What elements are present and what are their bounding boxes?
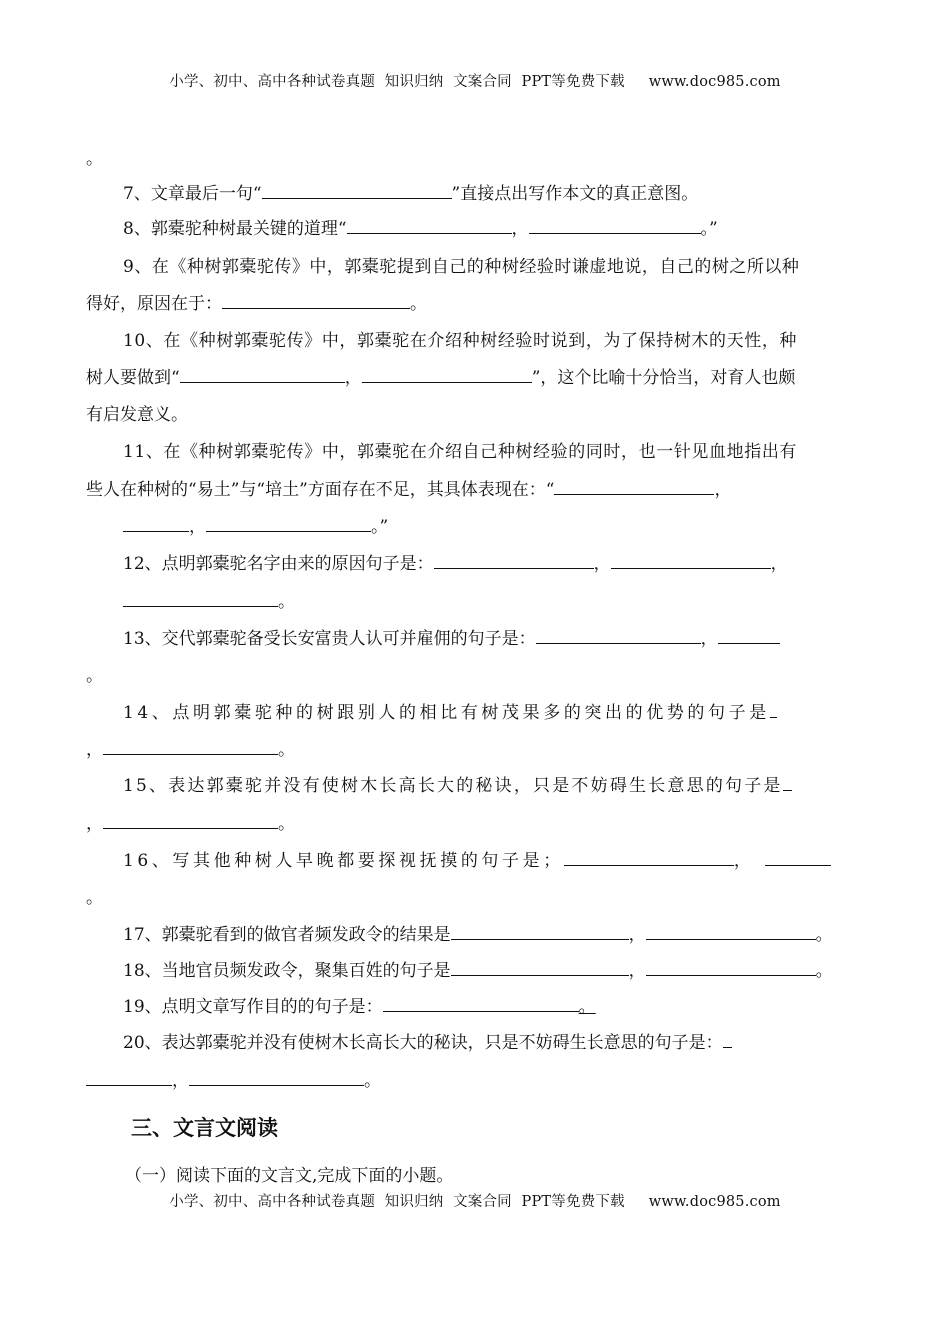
answer-blank[interactable] xyxy=(783,775,792,791)
question-15-line-1: 15、表达郭橐驼并没有使树木长高长大的秘诀，只是不妨碍生长意思的句子是 xyxy=(123,775,792,797)
question-10-line-1: 10、在《种树郭橐驼传》中，郭橐驼在介绍种树经验时说到，为了保持树木的天性，种 xyxy=(123,331,798,351)
answer-blank[interactable] xyxy=(222,293,410,309)
answer-blank[interactable] xyxy=(123,591,278,607)
answer-blank[interactable] xyxy=(451,960,629,976)
question-11-line-3: ， 。” xyxy=(123,516,388,538)
answer-blank[interactable] xyxy=(86,1070,172,1086)
answer-blank[interactable] xyxy=(103,739,278,755)
page-footer xyxy=(0,1190,950,1211)
answer-blank[interactable] xyxy=(180,367,345,383)
question-11-line-1: 11、在《种树郭橐驼传》中，郭橐驼在介绍自己种树经验的同时，也一针见血地指出有 xyxy=(123,442,798,462)
footer-text: 小学、初中、高中各种试卷真题 知识归纳 文案合同 PPT等免费下载 xyxy=(169,1194,625,1210)
question-14-line-2: ， 。 xyxy=(86,740,295,760)
question-13-line-2: 。 xyxy=(86,666,103,686)
answer-blank[interactable] xyxy=(347,218,512,234)
answer-blank[interactable] xyxy=(554,479,714,495)
answer-blank[interactable] xyxy=(434,553,594,569)
answer-blank[interactable] xyxy=(770,702,777,718)
question-20-line-1: 20、表达郭橐驼并没有使树木长高长大的秘诀，只是不妨碍生长意思的句子是： xyxy=(123,1032,732,1054)
footer-url: www.doc985.com xyxy=(648,1194,781,1210)
question-10-line-2: 树人要做到“ ， ”，这个比喻十分恰当，对育人也颇 xyxy=(86,368,796,388)
question-9-line-2: 得好，原因在于： 。 xyxy=(86,294,427,314)
answer-blank[interactable] xyxy=(646,924,816,940)
question-8: 8、郭橐驼种树最关键的道理“ ， 。” xyxy=(123,219,718,239)
question-7: 7、文章最后一句“ ”直接点出写作本文的真正意图。 xyxy=(123,184,699,204)
header-text: 小学、初中、高中各种试卷真题 知识归纳 文案合同 PPT等免费下载 xyxy=(169,74,625,90)
answer-blank[interactable] xyxy=(123,516,189,532)
answer-blank[interactable] xyxy=(383,996,579,1012)
answer-blank[interactable] xyxy=(765,850,831,866)
question-13-line-1: 13、交代郭橐驼备受长安富贵人认可并雇佣的句子是： ， xyxy=(123,628,780,650)
line-0: 。 xyxy=(86,149,103,169)
question-12-line-1: 12、点明郭橐驼名字由来的原因句子是： ， ， xyxy=(123,554,788,574)
answer-blank[interactable] xyxy=(611,553,771,569)
question-14-line-1: 14、点明郭橐驼种的树跟别人的相比有树茂果多的突出的优势的句子是 xyxy=(123,702,777,724)
question-11-line-2: 些人在种树的“易土”与“培土”方面存在不足，其具体表现在：“ ， xyxy=(86,480,732,500)
answer-blank[interactable] xyxy=(723,1032,732,1048)
question-20-line-2: ， 。 xyxy=(86,1070,381,1092)
question-17: 17、郭橐驼看到的做官者频发政令的结果是 ， 。 xyxy=(123,925,833,945)
question-10-line-3: 有启发意义。 xyxy=(86,405,188,425)
question-16-line-1: 16、写其他种树人早晚都要探视抚摸的句子是； ， xyxy=(123,850,831,872)
question-18: 18、当地官员频发政令，聚集百姓的句子是 ， 。 xyxy=(123,961,833,981)
answer-blank[interactable] xyxy=(564,850,734,866)
question-16-line-2: 。 xyxy=(86,888,103,908)
question-12-line-2: 。 xyxy=(123,591,295,613)
question-9-line-1: 9、在《种树郭橐驼传》中，郭橐驼提到自己的种树经验时谦虚地说，自己的树之所以种 xyxy=(123,257,800,277)
answer-blank[interactable] xyxy=(103,813,278,829)
answer-blank[interactable] xyxy=(529,218,701,234)
answer-blank[interactable] xyxy=(362,367,532,383)
answer-blank[interactable] xyxy=(646,960,816,976)
section-subtitle: （一）阅读下面的文言文,完成下面的小题。 xyxy=(125,1166,454,1186)
section-title: 三、文言文阅读 xyxy=(131,1115,278,1140)
answer-blank[interactable] xyxy=(451,924,629,940)
question-15-line-2: ， 。 xyxy=(86,814,295,834)
question-19: 19、点明文章写作目的的句子是： 。 xyxy=(123,997,596,1017)
answer-blank[interactable] xyxy=(206,516,371,532)
answer-blank[interactable] xyxy=(189,1070,364,1086)
answer-blank[interactable] xyxy=(536,628,701,644)
answer-blank[interactable] xyxy=(718,628,780,644)
answer-blank[interactable] xyxy=(262,183,452,199)
header-url: www.doc985.com xyxy=(648,74,781,90)
page-header xyxy=(0,70,950,91)
